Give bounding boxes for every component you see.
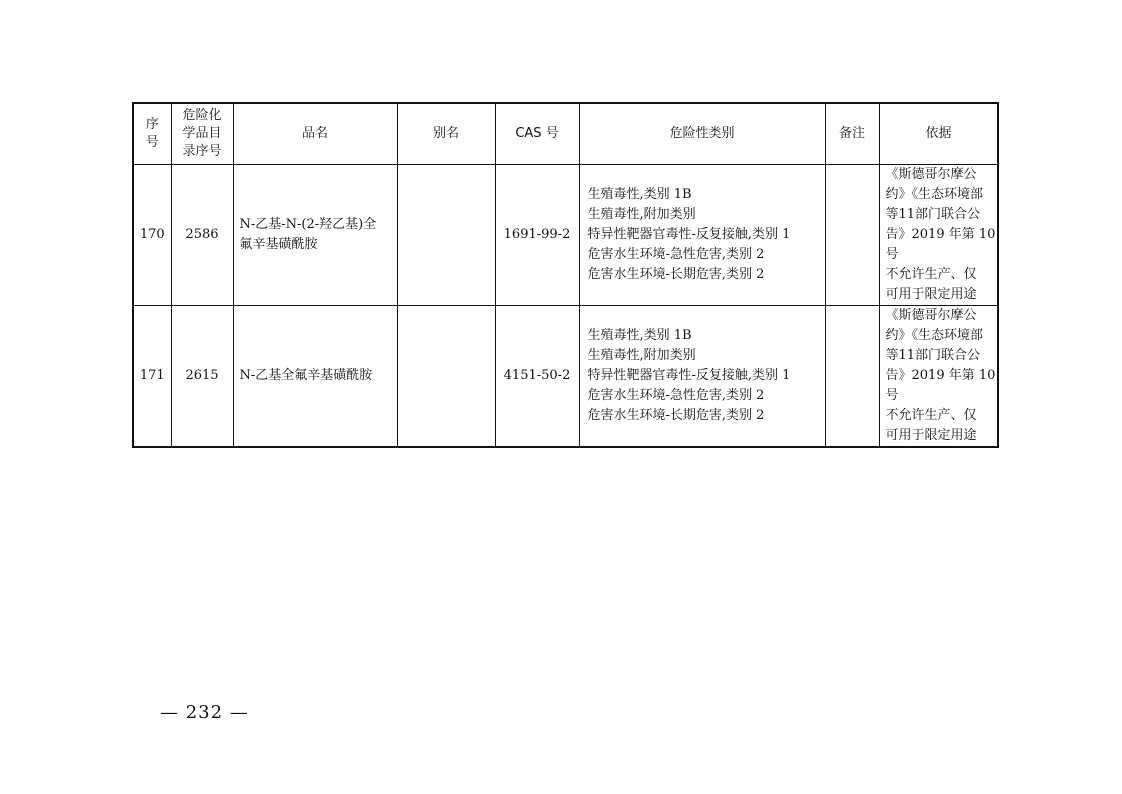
header-alias: 别名 (397, 103, 495, 165)
cell-cas: 1691-99-2 (495, 165, 579, 306)
cell-alias (397, 306, 495, 448)
cell-name: N-乙基-N-(2-羟乙基)全 氟辛基磺酰胺 (233, 165, 397, 306)
cell-seq: 171 (133, 306, 171, 448)
cell-basis: 《斯德哥尔摩公 约》《生态环境部 等11部门联合公 告》2019 年第 10 号 不允许生产、仅 可用于限定用途 (879, 165, 998, 306)
cell-remark (825, 165, 879, 306)
page-number: — 232 — (160, 702, 249, 723)
cell-catalog-number: 2586 (171, 165, 233, 306)
cell-basis: 《斯德哥尔摩公 约》《生态环境部 等11部门联合公 告》2019 年第 10 号 不允许生产、仅 可用于限定用途 (879, 306, 998, 448)
header-cas: CAS 号 (495, 103, 579, 165)
header-name: 品名 (233, 103, 397, 165)
cell-alias (397, 165, 495, 306)
cell-hazard: 生殖毒性,类别 1B 生殖毒性,附加类别 特异性靶器官毒性-反复接触,类别 1 危害水生环境-急性危害,类别 2 危害水生环境-长期危害,类别 2 (579, 306, 825, 448)
header-hazard: 危险性类别 (579, 103, 825, 165)
hazardous-chemicals-table (132, 102, 999, 448)
cell-catalog-number: 2615 (171, 306, 233, 448)
header-basis: 依据 (879, 103, 998, 165)
table-row (133, 306, 998, 448)
header-remark: 备注 (825, 103, 879, 165)
header-seq: 序 号 (133, 103, 171, 165)
header-catalog-number: 危险化 学品目 录序号 (171, 103, 233, 165)
header-row (133, 103, 998, 165)
table-row (133, 165, 998, 306)
cell-seq: 170 (133, 165, 171, 306)
cell-hazard: 生殖毒性,类别 1B 生殖毒性,附加类别 特异性靶器官毒性-反复接触,类别 1 危害水生环境-急性危害,类别 2 危害水生环境-长期危害,类别 2 (579, 165, 825, 306)
cell-remark (825, 306, 879, 448)
cell-name: N-乙基全氟辛基磺酰胺 (233, 306, 397, 448)
chemical-table-container (132, 102, 999, 448)
cell-cas: 4151-50-2 (495, 306, 579, 448)
